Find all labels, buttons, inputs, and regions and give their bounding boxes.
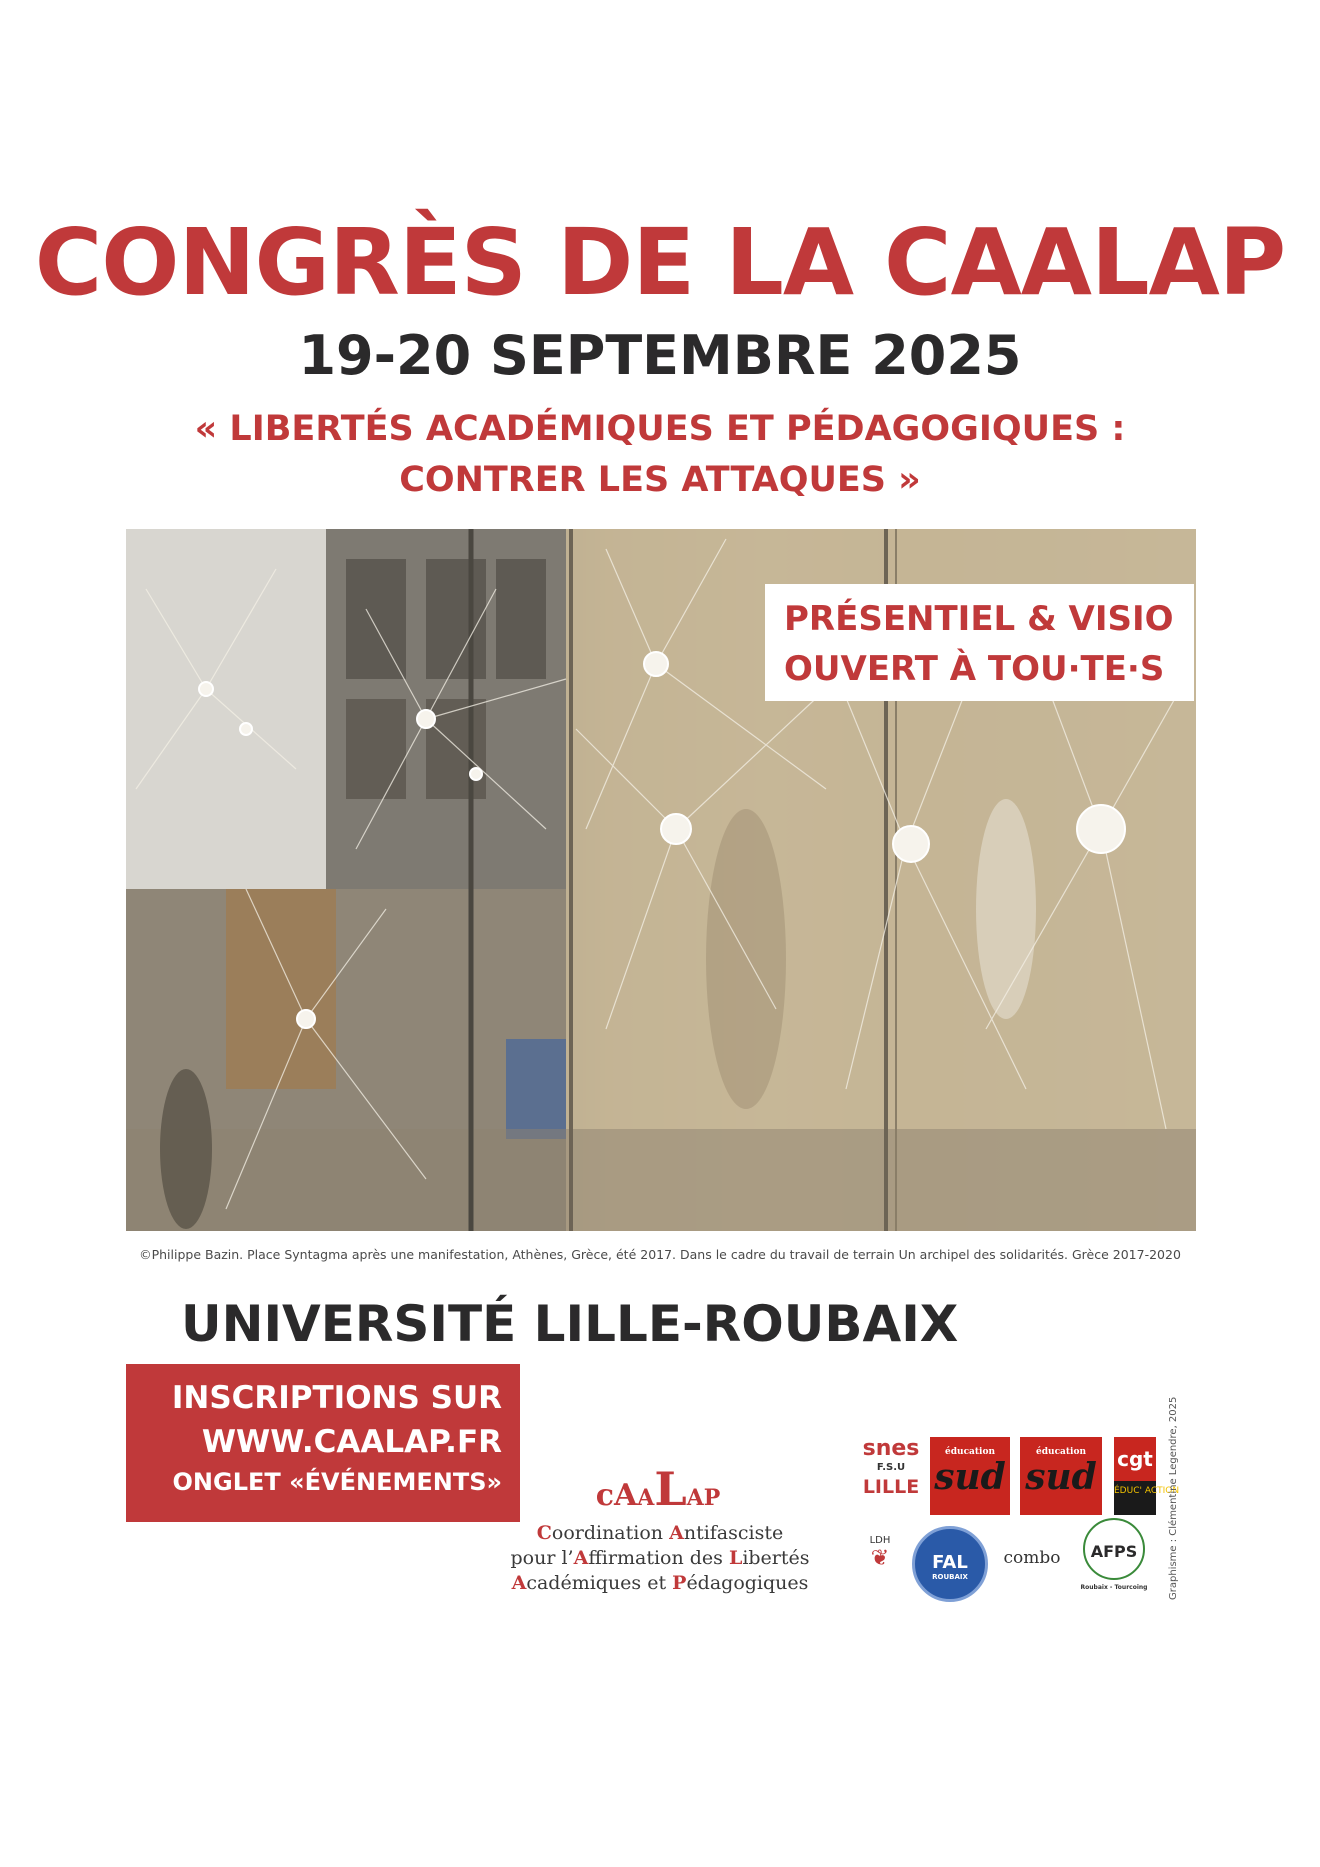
person-reflection: [160, 1069, 212, 1229]
description-line-1: Coordination Antifasciste: [536, 1522, 784, 1544]
afps-ring: AFPS: [1083, 1518, 1145, 1580]
afps-logo: AFPS Roubaix - Tourcoing: [1078, 1518, 1150, 1602]
person-reflection: [976, 799, 1036, 1019]
registration-line-3: ONGLET «ÉVÉNEMENTS»: [172, 1468, 502, 1496]
ldh-mark-icon: ❦: [870, 1546, 890, 1571]
logo-letter: A: [637, 1485, 655, 1511]
caalap-description: [500, 1521, 820, 1596]
event-dates: 19-20 SEPTEMBRE 2025: [298, 324, 1022, 387]
sud-education-logo-2: éducation sud: [1020, 1437, 1102, 1515]
logo-letter: A: [613, 1478, 638, 1513]
white-panel: [126, 529, 326, 889]
description-line-3: Académiques et Pédagogiques: [511, 1572, 809, 1594]
venue: UNIVERSITÉ LILLE-ROUBAIX: [181, 1295, 959, 1353]
pavement: [126, 1129, 1196, 1231]
theme-line-1: « LIBERTÉS ACADÉMIQUES ET PÉDAGOGIQUES :: [194, 409, 1126, 449]
logo-letter: AP: [686, 1485, 721, 1511]
combo-logo: combo: [1003, 1548, 1061, 1568]
photo-credit: ©Philippe Bazin. Place Syntagma après une manifestation, Athènes, Grèce, été 2017. Dans le cadre du travail de terrain Un archipel des solidarités. Grèce 2017-2020: [139, 1247, 1181, 1262]
theme-line-2: CONTRER LES ATTAQUES »: [399, 460, 921, 500]
wooden-post: [226, 889, 336, 1089]
sud-education-logo: éducation sud: [930, 1437, 1010, 1515]
caalap-logo: [528, 1462, 788, 1516]
window-reflection: [426, 559, 486, 679]
description-line-2: pour l’Affirmation des Libertés: [510, 1547, 810, 1569]
blue-bench: [506, 1039, 566, 1139]
snes-fsu-lille-logo: snes F.S.U LILLE: [862, 1436, 920, 1498]
attendance-badge: [765, 584, 1194, 701]
registration-box: [126, 1364, 520, 1522]
cgt-educaction-logo: cgt ÉDUC' ACTION: [1114, 1437, 1156, 1515]
window-reflection: [346, 559, 406, 679]
registration-line-1: INSCRIPTIONS SUR: [171, 1380, 502, 1416]
window-reflection: [496, 559, 546, 679]
graphic-design-credit: Graphisme : Clémentine Legendre, 2025: [1168, 1396, 1179, 1600]
fal-logo: FAL ROUBAIX: [912, 1526, 988, 1602]
logo-letter: c: [595, 1478, 614, 1513]
badge-line-2: OUVERT À TOU·TE·S: [784, 649, 1165, 689]
ldh-logo: LDH ❦: [860, 1535, 900, 1595]
poster-title: CONGRÈS DE LA CAALAP: [34, 209, 1286, 316]
window-reflection: [346, 699, 406, 799]
person-reflection: [706, 809, 786, 1109]
registration-url[interactable]: WWW.CAALAP.FR: [201, 1424, 502, 1460]
badge-line-1: PRÉSENTIEL & VISIO: [784, 599, 1174, 639]
window-reflection: [426, 699, 486, 799]
logo-letter: L: [654, 1462, 687, 1516]
